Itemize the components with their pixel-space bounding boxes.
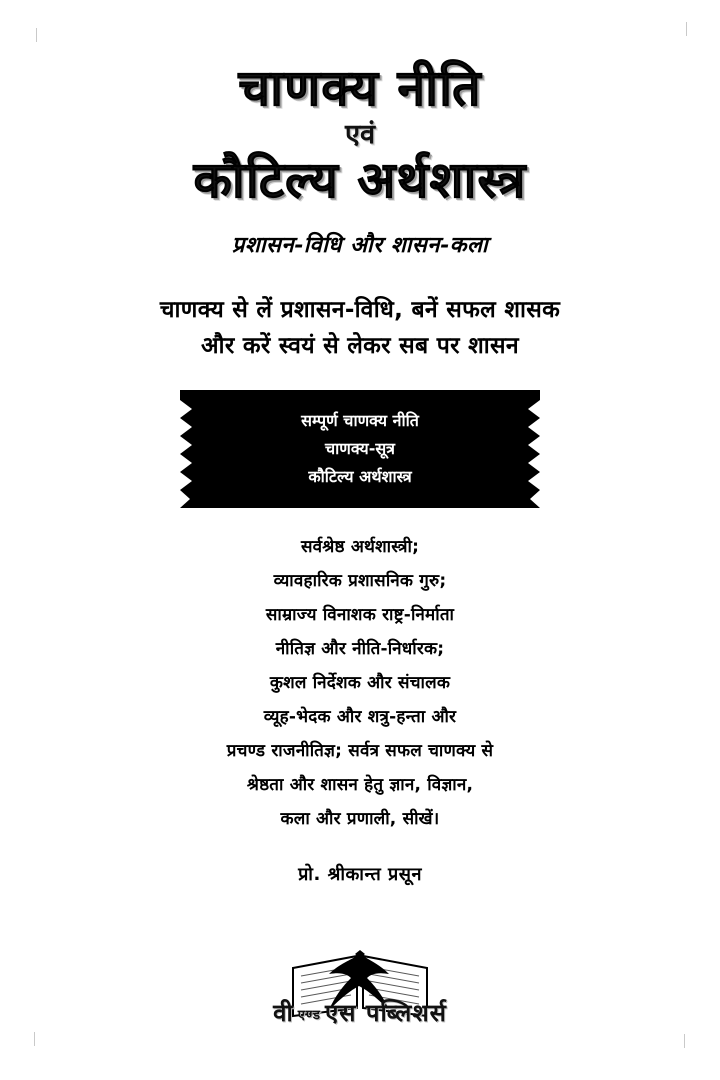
publisher-block	[0, 934, 720, 1044]
description-line-9: कला और प्रणाली, सीखें।	[280, 809, 440, 830]
publisher-name	[273, 996, 447, 1029]
description-line-4: नीतिज्ञ और नीति-निर्धारक;	[275, 639, 445, 660]
description-line-7: प्रचण्ड राजनीतिज्ञ; सर्वत्र सफल चाणक्य से	[226, 741, 494, 762]
highlight-line-2: चाणक्य-सूत्र	[324, 439, 395, 459]
highlight-line-1: सम्पूर्ण चाणक्य नीति	[301, 411, 419, 431]
description-line-6: व्यूह-भेदक और शत्रु-हन्ता और	[263, 707, 457, 728]
publisher-name-part-2: एस पब्लिशर्स	[325, 999, 447, 1028]
description-line-5: कुशल निर्देशक और संचालक	[269, 673, 451, 694]
highlight-line-3: कौटिल्य अर्थशास्त्र	[308, 467, 412, 487]
description-line-2: व्यावहारिक प्रशासनिक गुरु;	[273, 571, 447, 592]
description-line-1: सर्वश्रेष्ठ अर्थशास्त्री;	[300, 537, 420, 558]
description-block	[0, 530, 720, 836]
publisher-name-conjunction: एण्ड	[297, 1008, 322, 1024]
description-line-3: साम्राज्य विनाशक राष्ट्र-निर्माता	[265, 605, 455, 626]
book-title-line-2: कौटिल्य अर्थशास्त्र	[193, 150, 527, 209]
tagline	[0, 293, 720, 364]
title-block	[0, 59, 720, 259]
tagline-line-1: चाणक्य से लें प्रशासन-विधि, बनें सफल शासक	[159, 296, 561, 323]
description-line-8: श्रेष्ठता और शासन हेतु ज्ञान, विज्ञान,	[246, 775, 474, 796]
book-title-line-1: चाणक्य नीति	[238, 59, 482, 117]
book-subtitle: प्रशासन-विधि और शासन-कला	[231, 231, 489, 258]
book-title-conjunction: एवं	[345, 118, 375, 150]
tagline-line-2: और करें स्वयं से लेकर सब पर शासन	[201, 332, 519, 359]
highlight-panel	[0, 390, 720, 508]
author-name: प्रो. श्रीकान्त प्रसून	[298, 864, 422, 886]
highlight-panel-text	[180, 407, 540, 491]
publisher-name-part-1: वी	[273, 999, 294, 1028]
